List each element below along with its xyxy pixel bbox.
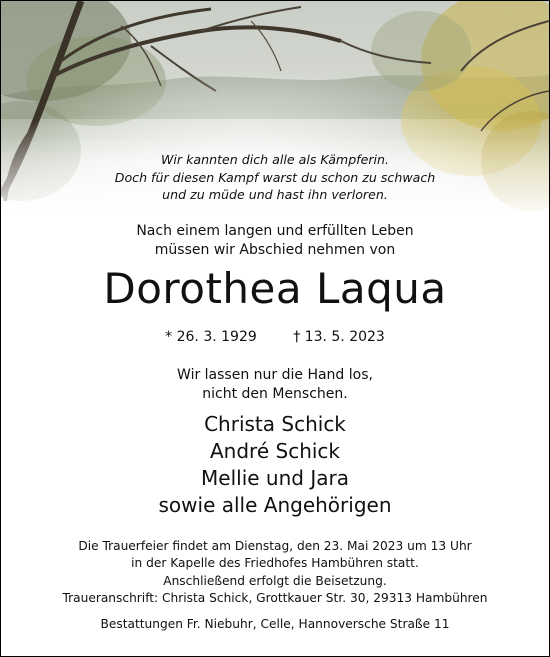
undertaker-info: Bestattungen Fr. Niebuhr, Celle, Hannoversche Straße 11 (100, 617, 450, 631)
quote-line: und zu müde und hast ihn verloren. (162, 187, 388, 202)
verse-line: nicht den Menschen. (202, 386, 348, 402)
service-line: in der Kapelle des Friedhofes Hambühren statt. (131, 556, 419, 571)
life-dates (1, 327, 549, 347)
intro-line: müssen wir Abschied nehmen von (154, 242, 396, 258)
verse-line: Wir lassen nur die Hand los, (177, 367, 373, 383)
mourner-name: André Schick (210, 439, 340, 463)
service-line: Die Trauerfeier findet am Dienstag, den 23. Mai 2023 um 13 Uhr (78, 539, 472, 553)
mourners-list (1, 411, 549, 519)
service-line: Anschließend erfolgt die Beisetzung. (163, 573, 387, 588)
poem-quote (1, 151, 549, 204)
mourner-name: Mellie und Jara (201, 466, 349, 490)
mourner-name: sowie alle Angehörigen (158, 493, 392, 517)
mourner-name: Christa Schick (204, 412, 346, 436)
intro-text (1, 222, 549, 260)
birth-date: * 26. 3. 1929 (165, 329, 257, 345)
funeral-service-info (1, 538, 549, 607)
intro-line: Nach einem langen und erfüllten Leben (136, 223, 414, 239)
quote-line: Wir kannten dich alle als Kämpferin. (160, 152, 390, 167)
farewell-verse (1, 366, 549, 404)
death-date: † 13. 5. 2023 (293, 329, 385, 345)
deceased-name: Dorothea Laqua (103, 264, 447, 313)
mourning-address: Traueranschrift: Christa Schick, Grottkauer Str. 30, 29313 Hambühren (62, 590, 488, 605)
quote-line: Doch für diesen Kampf warst du schon zu schwach (114, 169, 436, 185)
